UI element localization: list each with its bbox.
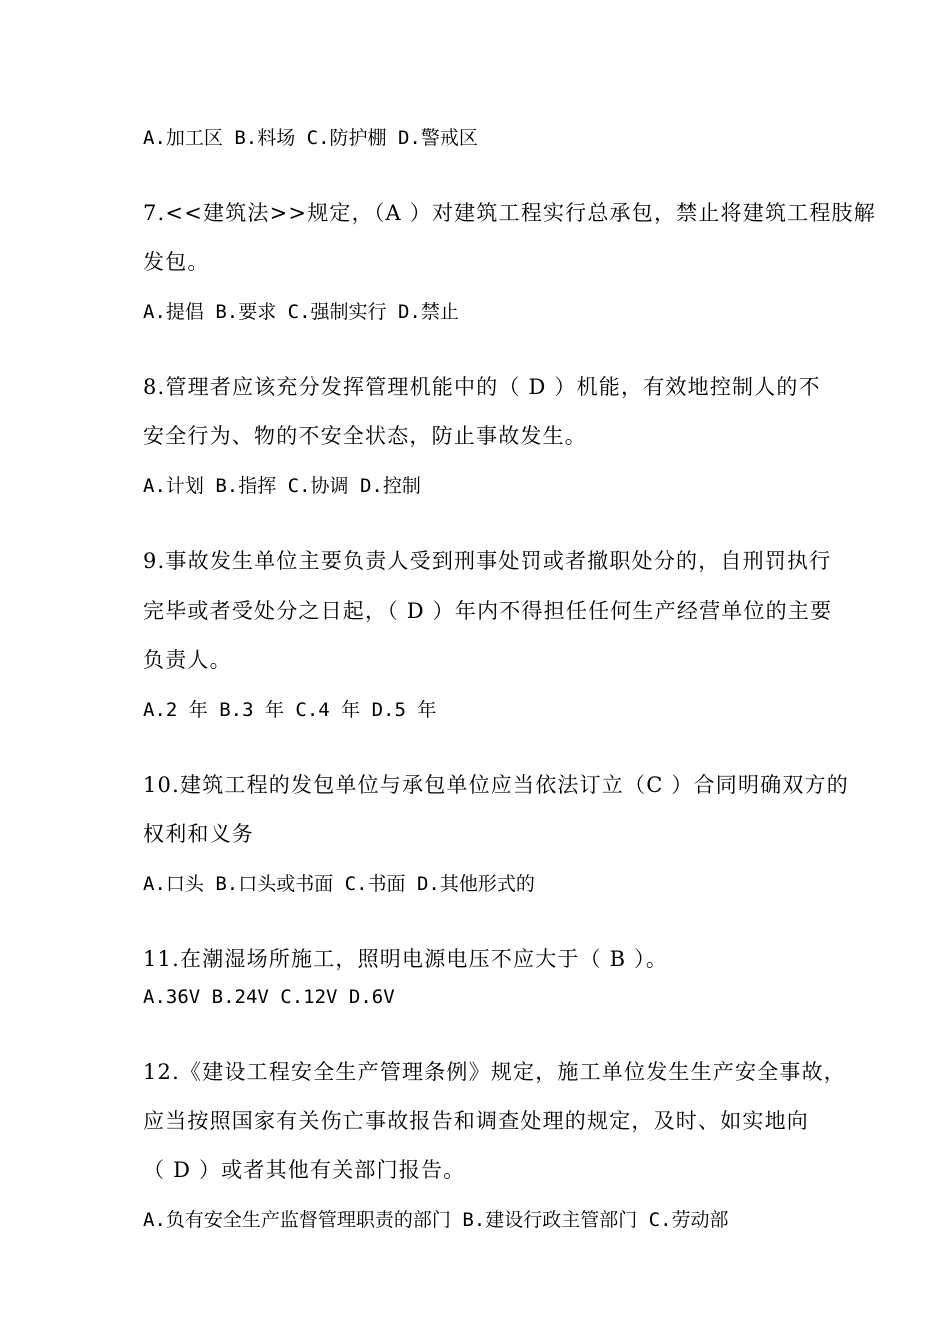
q11-text-line1: 11.在潮湿场所施工，照明电源电压不应大于（ B ）。 [143,947,669,971]
q7-text-line1: 7.<<建筑法>>规定，（A ）对建筑工程实行总承包，禁止将建筑工程肢解 [143,201,876,225]
q12-options: A.负有安全生产监督管理职责的部门 B.建设行政主管部门 C.劳动部 [143,1209,729,1231]
q8-text-line1: 8.管理者应该充分发挥管理机能中的（ D ）机能，有效地控制人的不 [143,375,821,399]
q9-text-line2: 完毕或者受处分之日起，（ D ）年内不得担任任何生产经营单位的主要 [143,599,833,623]
q7-options: A.提倡 B.要求 C.强制实行 D.禁止 [143,301,459,323]
q12-text-line1: 12.《建设工程安全生产管理条例》规定，施工单位发生生产安全事故， [143,1060,846,1084]
q9-text-line1: 9.事故发生单位主要负责人受到刑事处罚或者撤职处分的，自刑罚执行 [143,549,832,573]
q8-options: A.计划 B.指挥 C.协调 D.控制 [143,475,421,497]
q8-text-line2: 安全行为、物的不安全状态，防止事故发生。 [143,424,587,448]
q6-options: A.加工区 B.料场 C.防护棚 D.警戒区 [143,127,478,149]
q12-text-line3: （ D ）或者其他有关部门报告。 [143,1158,466,1182]
q11-options: A.36V B.24V C.12V D.6V [143,986,395,1008]
q9-text-line3: 负责人。 [143,648,232,672]
q10-text-line2: 权利和义务 [143,822,254,846]
q10-text-line1: 10.建筑工程的发包单位与承包单位应当依法订立（C ）合同明确双方的 [143,773,849,797]
q12-text-line2: 应当按照国家有关伤亡事故报告和调查处理的规定，及时、如实地向 [143,1109,809,1133]
q9-options: A.2 年 B.3 年 C.4 年 D.5 年 [143,699,437,721]
q10-options: A.口头 B.口头或书面 C.书面 D.其他形式的 [143,873,535,895]
q7-text-line2: 发包。 [143,250,210,274]
